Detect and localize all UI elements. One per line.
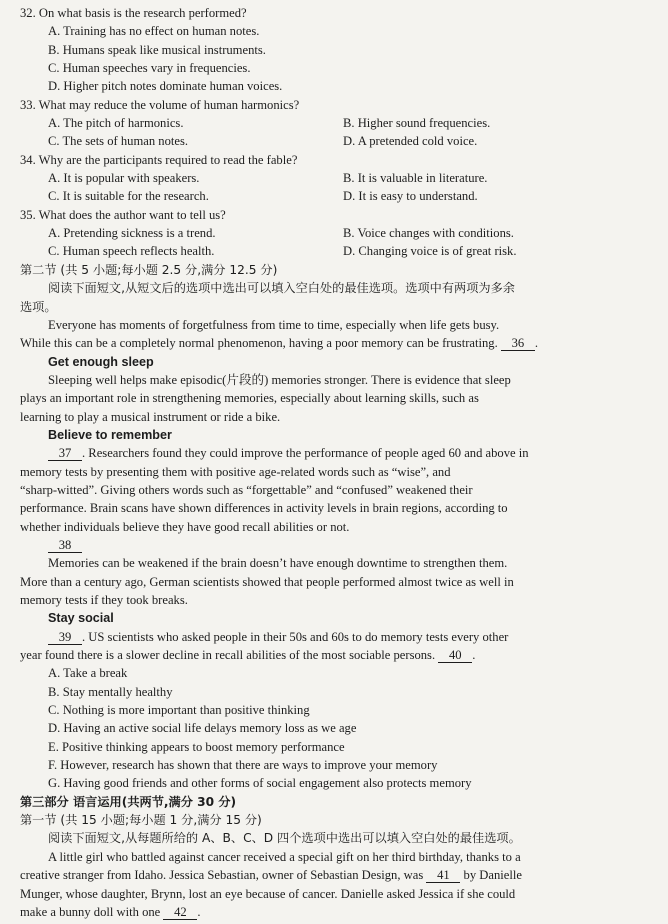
passage-p3-text: . Researchers found they could improve the performance of people aged 60 and above in: [82, 446, 529, 461]
cloze-line-2-b: by Danielle: [463, 868, 522, 883]
cloze-line-4-a: make a bunny doll with one: [20, 904, 161, 919]
passage-p1-line-1: Everyone has moments of forgetfulness from time to time, especially when life gets busy.: [48, 317, 500, 332]
part3-instruction: 阅读下面短文,从每题所给的 A、B、C、D 四个选项中选出可以填入空白处的最佳选项。: [48, 831, 521, 846]
cloze-line-2-a: creative stranger from Idaho. Jessica Sebastian, owner of Sebastian Design, was: [20, 868, 424, 883]
passage-p5-line-1: [20, 628, 656, 646]
blank-41[interactable]: 41: [426, 868, 460, 883]
passage-p4-line-2: More than a century ago, German scientists showed that people performed almost twice as well in: [20, 574, 514, 589]
cloze-line-4: [20, 903, 656, 921]
passage-p4-line-1: Memories can be weakened if the brain doesn’t have enough downtime to strengthen them.: [48, 556, 508, 571]
q34-options-row-2: [20, 187, 656, 205]
q35-option-a: A. Pretending sickness is a trend.: [48, 226, 216, 241]
choice-c: C. Nothing is more important than positive thinking: [48, 703, 310, 718]
q33-options-row-1: [20, 114, 656, 132]
q35-options-row-1: [20, 224, 656, 242]
q34-option-c: C. It is suitable for the research.: [48, 189, 209, 204]
blank-36[interactable]: 36: [501, 336, 535, 351]
q32-option-b: B. Humans speak like musical instruments.: [48, 42, 266, 57]
section2-instruction-cont: 选项。: [20, 299, 57, 314]
passage-p1-line-2: While this can be a completely normal phenomenon, having a poor memory can be frustrating. 36 .: [20, 336, 539, 351]
passage-p5-text: . US scientists who asked people in their 50s and 60s to do memory tests every other: [82, 629, 509, 644]
q33-option-d: D. A pretended cold voice.: [343, 134, 478, 149]
q34-stem: 34. Why are the participants required to read the fable?: [20, 152, 298, 167]
q33-option-a: A. The pitch of harmonics.: [48, 116, 184, 131]
section2-title: 第二节 (共 5 小题;每小题 2.5 分,满分 12.5 分): [20, 262, 278, 277]
passage-p2-line-3: learning to play a musical instrument or ride a bike.: [20, 409, 281, 424]
choice-f: F. However, research has shown that there are ways to improve your memory: [48, 758, 438, 773]
q35-option-c: C. Human speech reflects health.: [48, 244, 215, 259]
q32-option-a: A. Training has no effect on human notes.: [48, 24, 260, 39]
q34-option-b: B. It is valuable in literature.: [343, 171, 488, 186]
q34-option-d: D. It is easy to understand.: [343, 189, 478, 204]
choice-a: A. Take a break: [48, 666, 128, 681]
cloze-line-4-b: .: [197, 904, 201, 919]
passage-p3-line-3: “sharp-witted”. Giving others words such as “forgettable” and “confused” weakened their: [20, 482, 473, 497]
passage-p5-line-2: year found there is a slower decline in recall abilities of the most sociable persons. 40 .: [20, 648, 476, 663]
choice-d: D. Having an active social life delays memory loss as we age: [48, 721, 357, 736]
q34-option-a: A. It is popular with speakers.: [48, 171, 200, 186]
q34-options-row-1: [20, 169, 656, 187]
blank-40[interactable]: 40: [438, 648, 472, 663]
choice-e: E. Positive thinking appears to boost memory performance: [48, 739, 345, 754]
blank-42[interactable]: 42: [163, 905, 197, 920]
passage-p4-line-3: memory tests if they took breaks.: [20, 593, 188, 607]
blank-38[interactable]: 38: [48, 538, 82, 553]
part3-subtitle: 第一节 (共 15 小题;每小题 1 分,满分 15 分): [20, 813, 262, 828]
q35-options-row-2: [20, 242, 656, 260]
q32-option-c: C. Human speeches vary in frequencies.: [48, 61, 251, 76]
passage-p3-line-5: whether individuals believe they have good recall abilities or not.: [20, 519, 350, 534]
part3-title: 第三部分 语言运用(共两节,满分 30 分): [20, 794, 237, 809]
passage-p3-line-2: memory tests by presenting them with positive age-related words such as “wise”, and: [20, 464, 451, 479]
heading-stay-social: Stay social: [48, 611, 114, 626]
heading-get-enough-sleep: Get enough sleep: [48, 354, 154, 369]
passage-p1-text: While this can be a completely normal phenomenon, having a poor memory can be frustrating.: [20, 336, 498, 351]
blank-37[interactable]: 37: [48, 446, 82, 461]
q33-option-c: C. The sets of human notes.: [48, 134, 189, 149]
passage-p2-line-2: plays an important role in strengthening memories, especially about learning skills, such as: [20, 391, 479, 406]
blank-39[interactable]: 39: [48, 630, 82, 645]
q33-option-b: B. Higher sound frequencies.: [343, 116, 491, 131]
q33-stem: 33. What may reduce the volume of human harmonics?: [20, 97, 300, 112]
choice-b: B. Stay mentally healthy: [48, 684, 173, 699]
passage-p5-text-2: year found there is a slower decline in recall abilities of the most sociable persons.: [20, 648, 436, 663]
q32-option-d: D. Higher pitch notes dominate human voices.: [48, 79, 283, 94]
cloze-line-2: [20, 866, 656, 884]
cloze-line-1: A little girl who battled against cancer received a special gift on her third birthday, thanks to a: [48, 849, 521, 864]
section2-instruction: 阅读下面短文,从短文后的选项中选出可以填入空白处的最佳选项。选项中有两项为多余: [48, 281, 515, 296]
cloze-line-3: Munger, whose daughter, Brynn, lost an eye because of cancer. Danielle asked Jessica if she could: [20, 886, 516, 901]
passage-p3-line-4: performance. Brain scans have shown differences in activity levels in brain regions, according to: [20, 501, 508, 516]
q33-options-row-2: [20, 132, 656, 150]
q35-option-b: B. Voice changes with conditions.: [343, 226, 514, 241]
choice-g: G. Having good friends and other forms of social engagement also protects memory: [48, 776, 472, 791]
q35-option-d: D. Changing voice is of great risk.: [343, 244, 517, 259]
passage-p3-line-1: [20, 444, 656, 462]
blank-38-line: [20, 536, 656, 554]
heading-believe-to-remember: Believe to remember: [48, 427, 172, 442]
q35-stem: 35. What does the author want to tell us?: [20, 207, 226, 222]
q32-stem: 32. On what basis is the research performed?: [20, 6, 247, 20]
passage-p2-line-1: Sleeping well helps make episodic(片段的) memories stronger. There is evidence that sleep: [48, 372, 511, 387]
